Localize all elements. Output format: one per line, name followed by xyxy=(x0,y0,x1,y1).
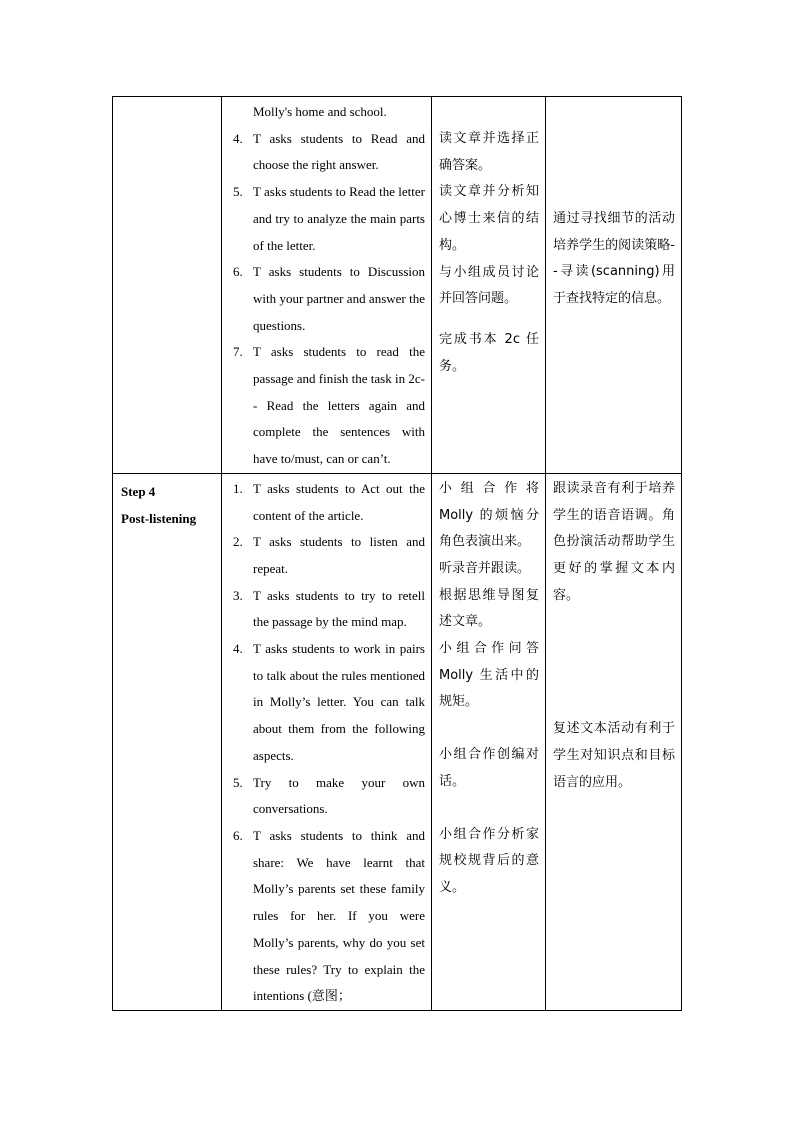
list-item xyxy=(222,99,425,126)
lesson-plan-table xyxy=(112,96,682,1011)
activity-text: 读文章并分析知心博士来信的结构。 xyxy=(439,184,539,253)
task-list xyxy=(222,474,431,1010)
purpose-cell xyxy=(546,97,682,474)
list-item: 5. Try to make your own conversations. xyxy=(222,770,425,823)
list-item: 4. T asks students to work in pairs to talk about the rules mentioned in Molly’s letter. You can talk about them from the following aspects. xyxy=(222,636,425,770)
purpose-text: 复述文本活动有利于学生对知识点和目标语言的应用。 xyxy=(553,721,675,790)
student-activities-cell xyxy=(432,97,546,474)
list-item: 3. T asks students to try to retell the passage by the mind map. xyxy=(222,583,425,636)
task-text: Try to make your own conversations. xyxy=(253,774,425,817)
list-item: 4. T asks students to Read and choose the right answer. xyxy=(222,126,425,179)
teacher-tasks-cell xyxy=(222,97,432,474)
activity-text: 小组合作将 Molly 的烦恼分角色表演出来。 xyxy=(439,480,539,550)
list-item: 6. T asks students to think and share: We have learnt that Molly’s parents set these family rules for her. If you were Molly’s parents, why do you set these rules? Try to explain the intentions (意图； xyxy=(222,823,425,1010)
activity-text: 听录音并跟读。 xyxy=(439,560,531,576)
activity-text: 读文章并选择正确答案。 xyxy=(439,131,539,173)
task-text: T asks students to Act out the content of the article. xyxy=(253,480,425,523)
purpose-cell xyxy=(546,473,682,1010)
activity-text: 小组合作问答 Molly 生活中的规矩。 xyxy=(439,641,539,710)
purpose-text: 跟读录音有利于培养学生的语音语调。角色扮演活动帮助学生更好的掌握文本内容。 xyxy=(553,480,675,603)
activity-text: 根据思维导图复述文章。 xyxy=(439,587,539,630)
task-text: T asks students to Read and choose the right answer. xyxy=(253,130,425,173)
task-text: T asks students to think and share: We have learnt that Molly’s parents set these family rules for her. If you were Molly’s parents, why do you set these rules? Try to explain the intentions (意图； xyxy=(253,827,425,1004)
list-item: 7. T asks students to read the passage and finish the task in 2c-- Read the letters again and complete the sentences with have to/must, can or can’t. xyxy=(222,339,425,473)
task-text: T asks students to read the passage and finish the task in 2c-- Read the letters again and complete the sentences with have to/must, can or can’t. xyxy=(253,344,425,467)
task-text: T asks students to listen and repeat. xyxy=(253,534,425,576)
activity-text: 与小组成员讨论并回答问题。 xyxy=(439,264,539,307)
teacher-tasks-cell xyxy=(222,473,432,1010)
list-item: 1. T asks students to Act out the content of the article. xyxy=(222,476,425,529)
task-text: T asks students to Read the letter and try to analyze the main parts of the letter. xyxy=(253,184,425,253)
list-item: 6. T asks students to Discussion with your partner and answer the questions. xyxy=(222,259,425,339)
student-activities-cell xyxy=(432,473,546,1010)
step-number: Step 4 xyxy=(121,483,156,499)
table-row xyxy=(113,97,682,474)
step-title: Post-listening xyxy=(121,510,197,526)
task-text: T asks students to try to retell the passage by the mind map. xyxy=(253,587,425,630)
activity-text: 完成书本 2c 任务。 xyxy=(439,331,539,374)
task-text: T asks students to work in pairs to talk about the rules mentioned in Molly’s letter. You can talk about them from the following aspects. xyxy=(253,641,425,763)
task-list xyxy=(222,97,431,473)
table-row xyxy=(113,473,682,1010)
list-item: 5. T asks students to Read the letter and try to analyze the main parts of the letter. xyxy=(222,179,425,259)
task-text: Molly's home and school. xyxy=(253,104,387,119)
purpose-text: 通过寻找细节的活动培养学生的阅读策略--寻读(scanning)用于查找特定的信息。 xyxy=(553,211,675,307)
step-cell xyxy=(113,97,222,474)
list-item: 2. T asks students to listen and repeat. xyxy=(222,529,425,582)
activity-text: 小组合作分析家规校规背后的意义。 xyxy=(439,826,539,895)
activity-text: 小组合作创编对话。 xyxy=(439,747,539,789)
task-text: T asks students to Discussion with your partner and answer the questions. xyxy=(253,264,425,333)
step-cell xyxy=(113,473,222,1010)
